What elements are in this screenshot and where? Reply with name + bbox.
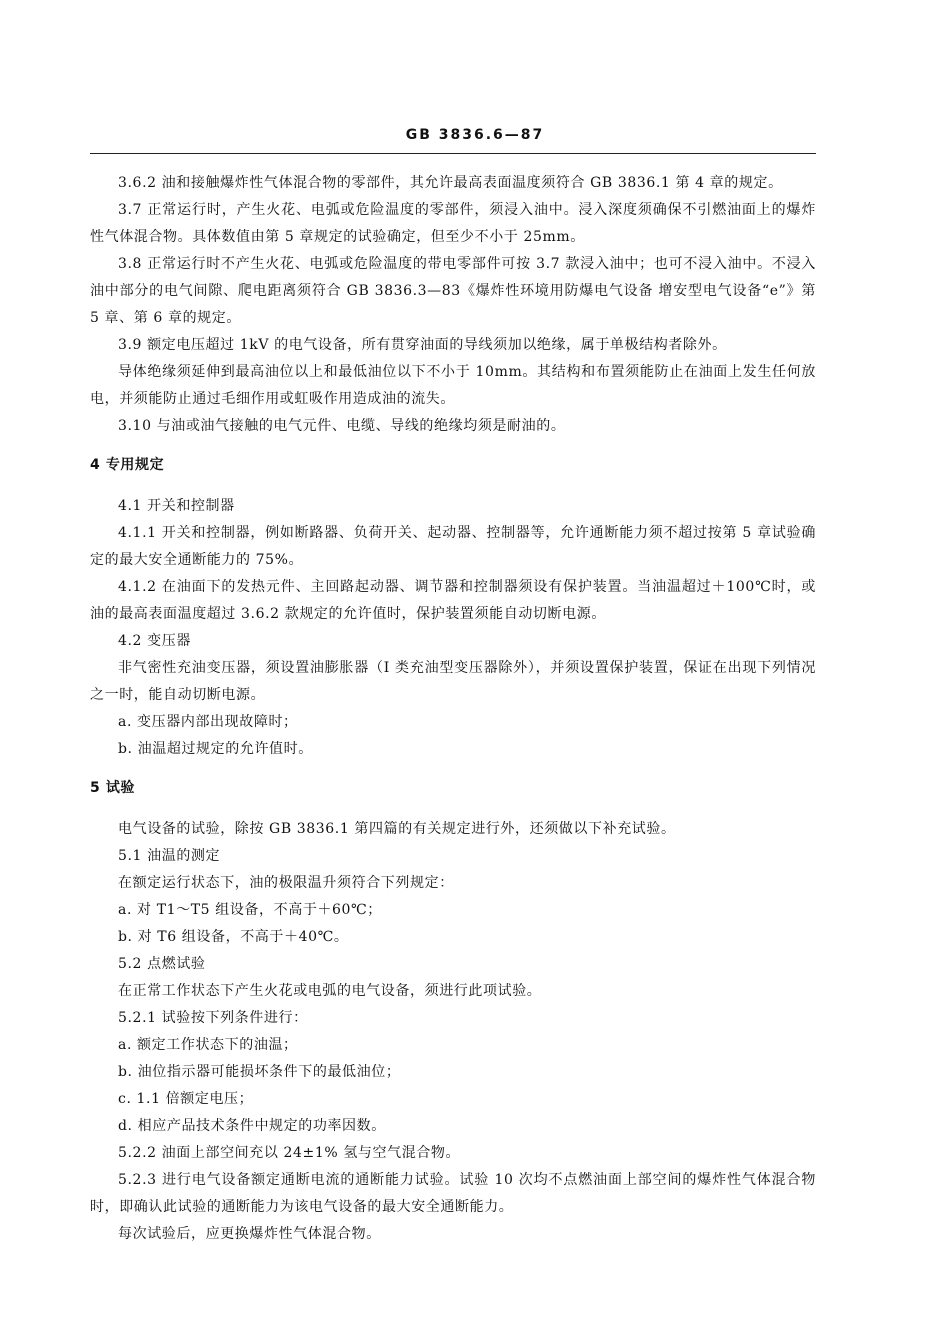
clause-5-2-1-item-a: a. 额定工作状态下的油温； [118, 1037, 298, 1053]
clause-5-2-text: 在正常工作状态下产生火花或电弧的电气设备，须进行此项试验。 [118, 983, 542, 999]
clause-5-2-1-item-b: b. 油位指示器可能损坏条件下的最低油位； [118, 1064, 401, 1080]
clause-4-2-item-b: b. 油温超过规定的允许值时。 [118, 741, 313, 757]
header-rule [90, 153, 816, 154]
clause-5-2-3-continued: 每次试验后，应更换爆炸性气体混合物。 [118, 1226, 381, 1242]
clause-5-2-3: 5.2.3 进行电气设备额定通断电流的通断能力试验。试验 10 次均不点燃油面上部空间的爆炸性气体混合物时，即确认此试验的通断能力为该电气设备的最大安全通断能力。 [90, 1172, 816, 1215]
clause-3-9-continued: 导体绝缘须延伸到最高油位以上和最低油位以下不小于 10mm。其结构和布置须能防止在油面上发生任何放电，并须能防止通过毛细作用或虹吸作用造成油的流失。 [90, 364, 816, 407]
page-header: GB 3836.6—87 [405, 127, 545, 143]
section-5-heading: 5 试验 [90, 780, 136, 796]
clause-3-10: 3.10 与油或油气接触的电气元件、电缆、导线的绝缘均须是耐油的。 [118, 418, 566, 434]
clause-4-2-item-a: a. 变压器内部出现故障时； [118, 714, 298, 730]
clause-4-1-1: 4.1.1 开关和控制器，例如断路器、负荷开关、起动器、控制器等，允许通断能力须不超过按第 5 章试验确定的最大安全通断能力的 75%。 [90, 525, 816, 568]
clause-4-1-2: 4.1.2 在油面下的发热元件、主回路起动器、调节器和控制器须设有保护装置。当油温超过＋100℃时，或油的最高表面温度超过 3.6.2 款规定的允许值时，保护装置须能自动切断电源。 [90, 579, 816, 622]
clause-3-8: 3.8 正常运行时不产生火花、电弧或危险温度的带电零部件可按 3.7 款浸入油中；也可不浸入油中。不浸入油中部分的电气间隙、爬电距离须符合 GB 3836.3—83《爆炸性环境用防爆电气设备 增安型电气设备“e”》第 5 章、第 6 章的规定。 [90, 256, 816, 326]
clause-5-1-item-a: a. 对 T1～T5 组设备，不高于＋60℃； [118, 902, 382, 918]
clause-5-2-1-item-c: c. 1.1 倍额定电压； [118, 1091, 254, 1107]
clause-3-6-2: 3.6.2 油和接触爆炸性气体混合物的零部件，其允许最高表面温度须符合 GB 3836.1 第 4 章的规定。 [118, 175, 783, 191]
clause-5-1-text: 在额定运行状态下，油的极限温升须符合下列规定： [118, 875, 454, 891]
clause-4-1: 4.1 开关和控制器 [118, 498, 235, 514]
section-4-heading: 4 专用规定 [90, 457, 165, 473]
clause-5-2-2: 5.2.2 油面上部空间充以 24±1% 氢与空气混合物。 [118, 1145, 461, 1161]
document-body [90, 170, 816, 1248]
clause-5-2-1-item-d: d. 相应产品技术条件中规定的功率因数。 [118, 1118, 386, 1134]
clause-5-intro: 电气设备的试验，除按 GB 3836.1 第四篇的有关规定进行外，还须做以下补充试验。 [118, 821, 676, 837]
clause-3-9: 3.9 额定电压超过 1kV 的电气设备，所有贯穿油面的导线须加以绝缘，属于单极结构者除外。 [118, 337, 727, 353]
clause-5-1-item-b: b. 对 T6 组设备，不高于＋40℃。 [118, 929, 349, 945]
clause-5-2-1: 5.2.1 试验按下列条件进行： [118, 1010, 308, 1026]
clause-5-2: 5.2 点燃试验 [118, 956, 206, 972]
clause-3-7: 3.7 正常运行时，产生火花、电弧或危险温度的零部件，须浸入油中。浸入深度须确保不引燃油面上的爆炸性气体混合物。具体数值由第 5 章规定的试验确定，但至少不小于 25mm。 [90, 202, 816, 245]
clause-5-1: 5.1 油温的测定 [118, 848, 221, 864]
clause-4-2: 4.2 变压器 [118, 633, 191, 649]
clause-4-2-text: 非气密性充油变压器，须设置油膨胀器（I 类充油型变压器除外），并须设置保护装置，保证在出现下列情况之一时，能自动切断电源。 [90, 660, 816, 703]
